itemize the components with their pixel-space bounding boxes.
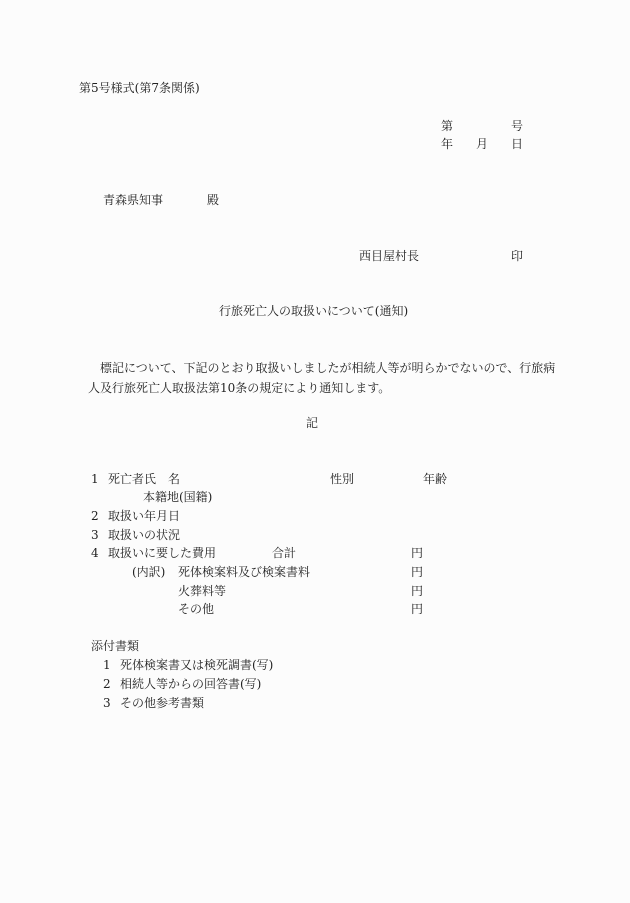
breakdown-label: (内訳) [132,565,166,579]
attachment-number: 1 [103,658,111,672]
breakdown-currency: 円 [411,602,424,616]
breakdown-item-cremation: 火葬料等 [178,584,227,598]
breakdown-item-inspection: 死体検案料及び検案書料 [178,565,311,579]
attachment-number: 3 [103,696,111,710]
item2-number: 2 [91,509,99,523]
date-month: 月 [476,137,489,151]
item2-label: 取扱い年月日 [108,509,181,523]
item1-label: 死亡者氏 名 [108,472,181,486]
addressee-honorific: 殿 [207,193,220,207]
item1-sub-label: 本籍地(国籍) [143,490,213,504]
form-label: 第5号様式(第7条関係) [79,81,200,95]
item4-total-label: 合計 [272,546,297,560]
item4-label: 取扱いに要した費用 [108,546,217,560]
document-title: 行旅死亡人の取扱いについて(通知) [219,304,409,318]
item4-total-currency: 円 [411,546,424,560]
addressee-name: 青森県知事 [103,193,164,207]
breakdown-currency: 円 [411,584,424,598]
item4-number: 4 [91,546,99,560]
item1-number: 1 [91,472,99,486]
attachment-item: その他参考書類 [120,696,205,710]
sender-name: 西目屋村長 [359,249,420,263]
attachment-item: 死体検案書又は検死調書(写) [120,658,274,672]
attachment-number: 2 [103,677,111,691]
breakdown-currency: 円 [411,565,424,579]
attachments-heading: 添付書類 [91,639,140,653]
ki-heading: 記 [306,416,319,430]
item1-age-label: 年齢 [423,472,448,486]
number-suffix: 号 [511,119,524,133]
item3-number: 3 [91,528,99,542]
item3-label: 取扱いの状況 [108,528,181,542]
item1-sex-label: 性別 [330,472,355,486]
attachment-item: 相続人等からの回答書(写) [120,677,262,691]
date-day: 日 [511,137,524,151]
breakdown-item-other: その他 [178,602,215,616]
seal-mark: 印 [511,249,524,263]
date-year: 年 [441,137,454,151]
body-paragraph: 標記について、下記のとおり取扱いしましたが相続人等が明らかでないので、行旅病人及行旅死亡人取扱法第10条の規定により通知します。 [88,361,556,395]
number-prefix: 第 [441,119,454,133]
